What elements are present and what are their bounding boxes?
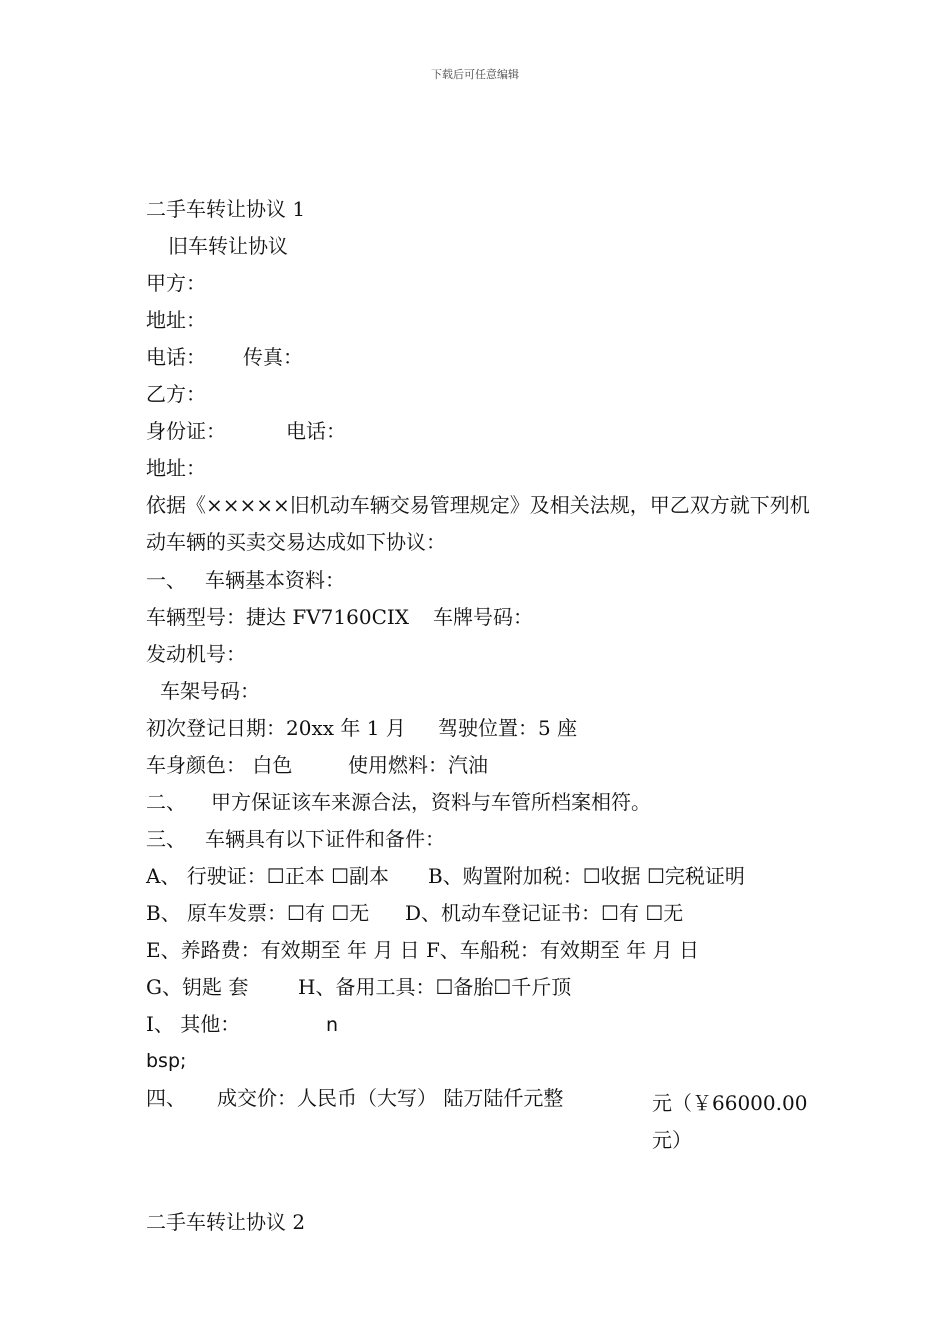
model-plate-row xyxy=(146,604,816,641)
item-g: G、钥匙 套 xyxy=(146,975,249,999)
address-a: 地址： xyxy=(146,308,206,332)
seating: 驾驶位置：5 座 xyxy=(438,716,578,740)
phone-b-label: 电话： xyxy=(286,419,346,443)
section-2 xyxy=(146,789,816,826)
party-b: 乙方： xyxy=(146,382,206,406)
item-b-tax: B、购置附加税：☐收据 ☐完税证明 xyxy=(428,864,745,888)
item-b-invoice: B、 原车发票：☐有 ☐无 xyxy=(146,901,370,925)
phone-label: 电话： xyxy=(146,345,206,369)
section-1 xyxy=(146,567,816,604)
docs-row-4 xyxy=(146,974,816,1011)
item-i: I、 其他： xyxy=(146,1012,241,1036)
docs-row-1 xyxy=(146,863,816,900)
address-b: 地址： xyxy=(146,456,206,480)
subtitle: 旧车转让协议 xyxy=(168,234,288,258)
stray-text-bsp: bsp; xyxy=(146,1050,187,1072)
vehicle-model: 车辆型号：捷达 FV7160CIX xyxy=(146,605,410,629)
docs-row-5 xyxy=(146,1011,816,1048)
price-text: 成交价：人民币（大写） 陆万陆仟元整 xyxy=(217,1086,564,1110)
section-1-heading: 车辆基本资料： xyxy=(205,568,345,592)
section-4-number: 四、 xyxy=(146,1086,186,1110)
docs-row-3: E、养路费：有效期至 年 月 日 F、车船税：有效期至 年 月 日 xyxy=(146,938,699,962)
price-amount: 元（￥66000.00 元） xyxy=(652,1091,808,1152)
stray-text-n: n xyxy=(326,1014,339,1036)
id-phone-row xyxy=(146,418,816,455)
phone-fax-row xyxy=(146,344,816,381)
section-3 xyxy=(146,826,816,863)
frame-number: 车架号码： xyxy=(160,679,260,703)
body-color: 车身颜色： 白色 xyxy=(146,753,293,777)
section-2-text: 甲方保证该车来源合法，资料与车管所档案相符。 xyxy=(211,790,651,814)
color-fuel-row xyxy=(146,752,816,789)
registration-date: 初次登记日期：20xx 年 1 月 xyxy=(146,716,406,740)
title-1: 二手车转让协议 1 xyxy=(146,197,306,221)
document-body xyxy=(146,196,816,1246)
item-a: A、 行驶证：☐正本 ☐副本 xyxy=(146,864,390,888)
fax-label: 传真： xyxy=(243,345,303,369)
engine-number: 发动机号： xyxy=(146,642,246,666)
section-2-number: 二、 xyxy=(146,790,186,814)
docs-row-2 xyxy=(146,900,816,937)
item-h: H、备用工具：☐备胎☐千斤顶 xyxy=(298,975,572,999)
preamble: 依据《×××××旧机动车辆交易管理规定》及相关法规，甲乙双方就下列机动车辆的买卖交易达成如下协议： xyxy=(146,493,810,554)
plate-number: 车牌号码： xyxy=(433,605,533,629)
id-label: 身份证： xyxy=(146,419,226,443)
section-3-number: 三、 xyxy=(146,827,186,851)
party-a: 甲方： xyxy=(146,271,206,295)
title-2: 二手车转让协议 2 xyxy=(146,1210,306,1234)
item-d: D、机动车登记证书：☐有 ☐无 xyxy=(405,901,684,925)
registration-row xyxy=(146,715,816,752)
section-3-heading: 车辆具有以下证件和备件： xyxy=(205,827,445,851)
fuel-type: 使用燃料：汽油 xyxy=(348,753,488,777)
section-1-number: 一、 xyxy=(146,568,186,592)
page-header: 下载后可任意编辑 xyxy=(431,68,519,81)
